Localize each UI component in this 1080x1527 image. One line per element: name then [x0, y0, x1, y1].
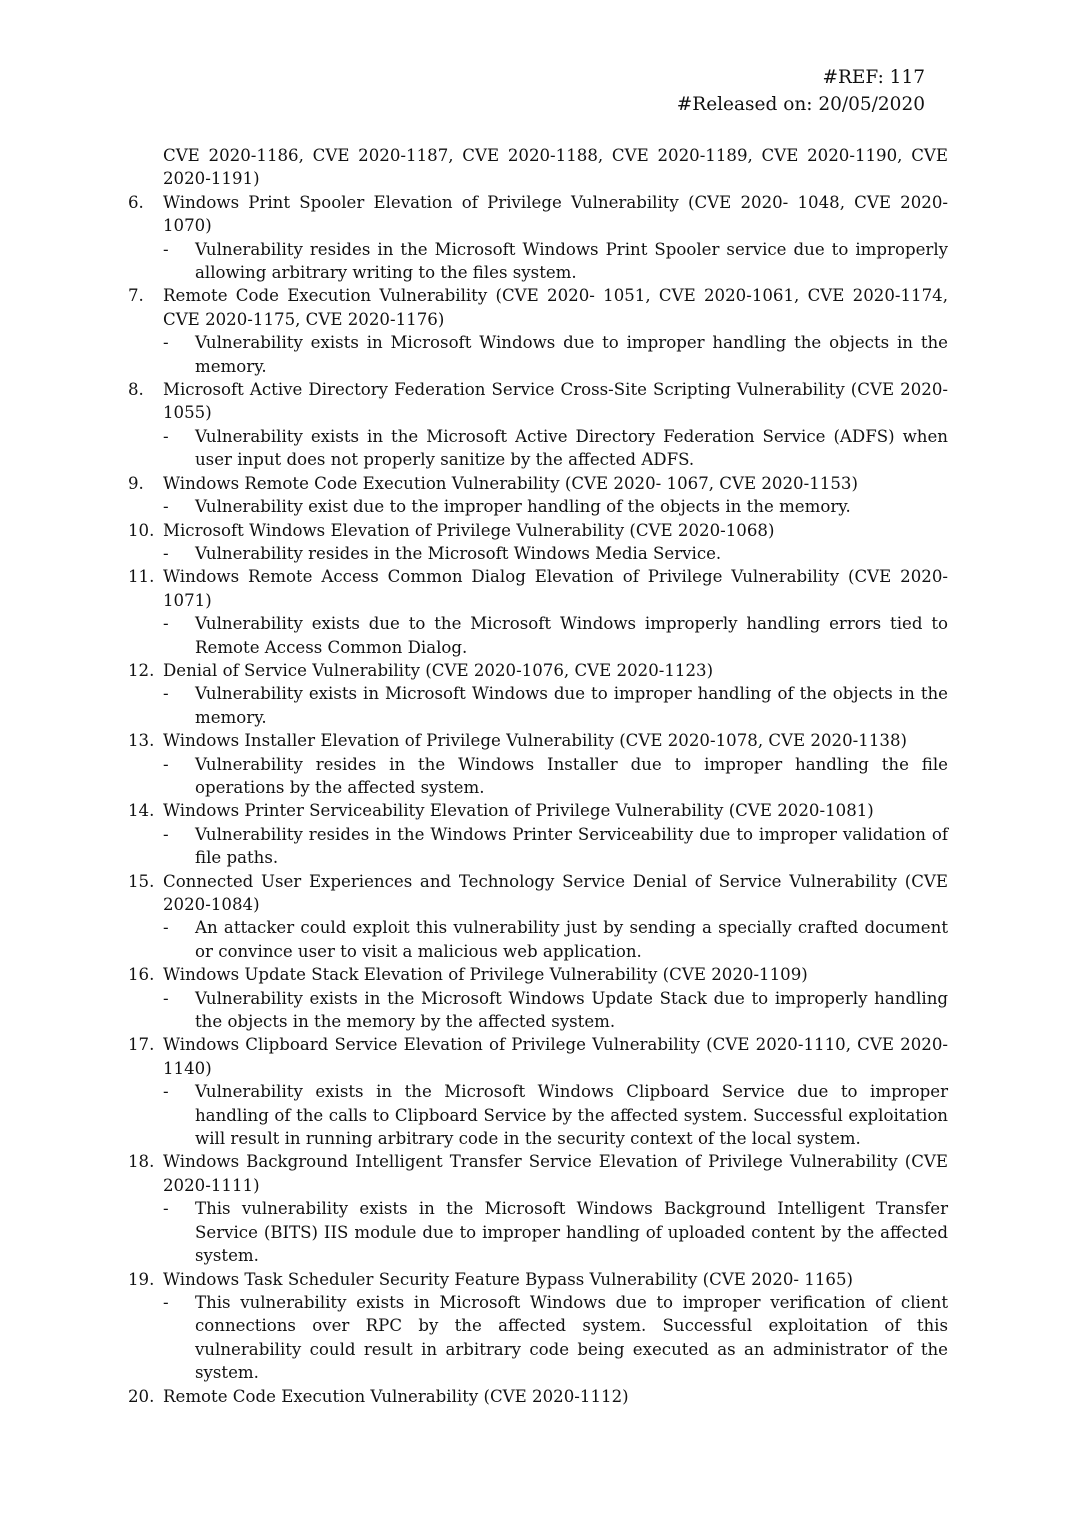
detail-text: Vulnerability exists due to the Microsoft Windows improperly handling errors tied to Remote Access Common Dialog. [195, 614, 948, 657]
item-number: 18. [128, 1152, 155, 1172]
list-item [128, 284, 948, 331]
item-title: Windows Printer Serviceability Elevation of Privilege Vulnerability (CVE 2020-1081) [163, 801, 874, 821]
item-title: Windows Task Scheduler Security Feature Bypass Vulnerability (CVE 2020- 1165) [163, 1269, 853, 1289]
detail-text: Vulnerability exists in the Microsoft Active Directory Federation Service (ADFS) when user input does not properly sanitize by the affected ADFS. [195, 426, 948, 470]
detail-text: Vulnerability exists in the Microsoft Windows Clipboard Service due to improper handling of the calls to Clipboard Service by the affected system. Successful exploitation will result in running arbitrary code in the security context of the local system. [195, 1082, 948, 1149]
item-number: 7. [128, 286, 144, 306]
bullet-dash: - [163, 754, 169, 774]
bullet-dash: - [163, 988, 169, 1008]
item-detail [128, 753, 948, 800]
item-title: Windows Print Spooler Elevation of Privilege Vulnerability (CVE 2020- 1048, CVE 2020-1070) [163, 192, 948, 236]
list-item [128, 729, 948, 752]
detail-text: An attacker could exploit this vulnerability just by sending a specially crafted document or convince user to visit a malicious web application. [195, 918, 948, 961]
item-title: Windows Update Stack Elevation of Privilege Vulnerability (CVE 2020-1109) [163, 965, 808, 985]
item-title: Windows Installer Elevation of Privilege Vulnerability (CVE 2020-1078, CVE 2020-1138) [163, 731, 907, 751]
item-detail [128, 682, 948, 729]
list-item [128, 565, 948, 612]
item-number: 17. [128, 1035, 155, 1055]
bullet-dash: - [163, 1199, 169, 1219]
list-item [128, 378, 948, 425]
bullet-dash: - [163, 497, 169, 517]
ref-number: #REF: 117 [822, 67, 925, 88]
item-title: Microsoft Windows Elevation of Privilege Vulnerability (CVE 2020-1068) [163, 520, 775, 540]
vulnerability-list [128, 144, 948, 1408]
bullet-dash: - [163, 333, 169, 353]
item-title: Denial of Service Vulnerability (CVE 2020-1076, CVE 2020-1123) [163, 660, 714, 680]
continuation-text: CVE 2020-1186, CVE 2020-1187, CVE 2020-1188, CVE 2020-1189, CVE 2020-1190, CVE 2020-1191) [163, 146, 948, 189]
item-detail [128, 495, 948, 518]
bullet-dash: - [163, 1292, 169, 1312]
list-item [128, 1150, 948, 1197]
item-title: Remote Code Execution Vulnerability (CVE 2020-1112) [163, 1386, 629, 1406]
item-title: Windows Remote Access Common Dialog Elevation of Privilege Vulnerability (CVE 2020-1071) [163, 567, 948, 610]
list-items [128, 191, 948, 1408]
item-number: 9. [128, 473, 144, 493]
detail-text: Vulnerability resides in the Microsoft Windows Media Service. [195, 543, 722, 563]
item-number: 20. [128, 1386, 155, 1406]
list-item [128, 191, 948, 238]
bullet-dash: - [163, 824, 169, 844]
item-detail [128, 987, 948, 1034]
bullet-dash: - [163, 1082, 169, 1102]
detail-text: Vulnerability resides in the Windows Installer due to improper handling the file operations by the affected system. [195, 754, 948, 797]
item-detail [128, 1080, 948, 1150]
bullet-dash: - [163, 543, 169, 563]
item-detail [128, 425, 948, 472]
item-number: 16. [128, 965, 155, 985]
detail-text: Vulnerability exists in Microsoft Windows due to improper handling the objects in the memory. [195, 333, 948, 376]
detail-text: Vulnerability resides in the Windows Printer Serviceability due to improper validation of file paths. [195, 824, 948, 868]
item-detail [128, 823, 948, 870]
item-number: 6. [128, 192, 144, 212]
list-item [128, 963, 948, 986]
list-item [128, 870, 948, 917]
item-detail [128, 331, 948, 378]
list-item [128, 1385, 948, 1408]
item-detail [128, 238, 948, 285]
list-item [128, 519, 948, 542]
item-detail [128, 1291, 948, 1385]
bullet-dash: - [163, 426, 169, 446]
item-number: 15. [128, 871, 155, 891]
item-number: 10. [128, 520, 155, 540]
item-number: 8. [128, 380, 144, 400]
detail-text: Vulnerability exists in the Microsoft Windows Update Stack due to improperly handling the objects in the memory by the affected system. [195, 988, 948, 1032]
item-number: 12. [128, 660, 155, 680]
list-item [128, 799, 948, 822]
bullet-dash: - [163, 614, 169, 634]
bullet-dash: - [163, 684, 169, 704]
bullet-dash: - [163, 239, 169, 259]
detail-text: This vulnerability exists in Microsoft Windows due to improper verification of client connections over RPC by the affected system. Successful exploitation of this vulnerability could result in arbitrary code being executed as an administrator of the system. [195, 1292, 948, 1383]
release-date: #Released on: 20/05/2020 [676, 94, 925, 115]
document-header [677, 64, 925, 118]
item-title: Remote Code Execution Vulnerability (CVE 2020- 1051, CVE 2020-1061, CVE 2020-1174, CVE 2020-1175, CVE 2020-1176) [163, 286, 948, 329]
item-title: Windows Remote Code Execution Vulnerability (CVE 2020- 1067, CVE 2020-1153) [163, 473, 858, 493]
list-item [128, 659, 948, 682]
item-title: Windows Clipboard Service Elevation of Privilege Vulnerability (CVE 2020-1110, CVE 2020-1140) [163, 1035, 948, 1078]
item-detail [128, 1197, 948, 1267]
bullet-dash: - [163, 918, 169, 938]
item-title: Connected User Experiences and Technology Service Denial of Service Vulnerability (CVE 2020-1084) [163, 871, 948, 914]
item-detail [128, 612, 948, 659]
detail-text: Vulnerability exist due to the improper handling of the objects in the memory. [195, 497, 851, 517]
detail-text: Vulnerability resides in the Microsoft Windows Print Spooler service due to improperly allowing arbitrary writing to the files system. [195, 239, 948, 283]
detail-text: Vulnerability exists in Microsoft Windows due to improper handling of the objects in the memory. [195, 684, 948, 727]
list-item [128, 1033, 948, 1080]
list-item [128, 472, 948, 495]
item-title: Windows Background Intelligent Transfer Service Elevation of Privilege Vulnerability (CVE 2020-1111) [163, 1152, 948, 1195]
item-number: 11. [128, 567, 155, 587]
detail-text: This vulnerability exists in the Microsoft Windows Background Intelligent Transfer Service (BITS) IIS module due to improper handling of uploaded content by the affected system. [195, 1199, 948, 1266]
item-title: Microsoft Active Directory Federation Service Cross-Site Scripting Vulnerability (CVE 2020-1055) [163, 380, 948, 423]
item-detail [128, 542, 948, 565]
item-number: 14. [128, 801, 155, 821]
list-item [128, 1268, 948, 1291]
item-number: 19. [128, 1269, 155, 1289]
item-number: 13. [128, 731, 155, 751]
item-detail [128, 916, 948, 963]
